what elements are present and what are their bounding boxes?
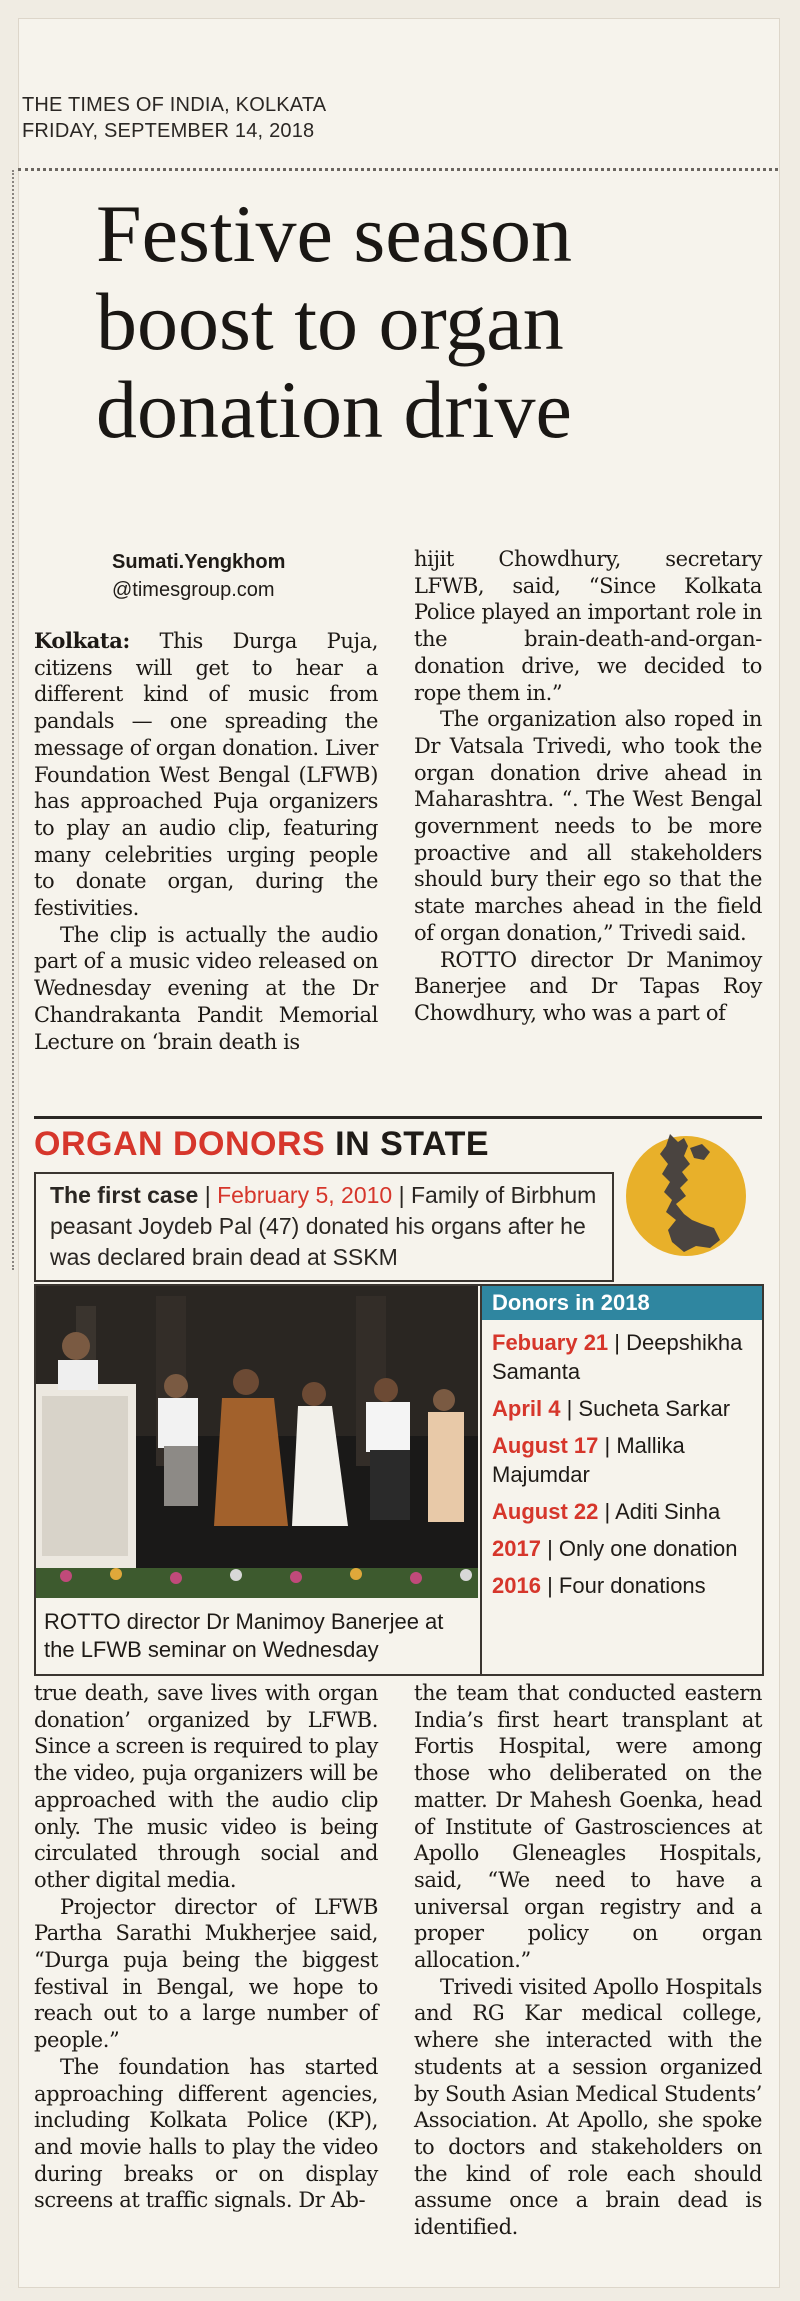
paragraph: The foundation has started approaching different agencies, including Kolkata Police (KP), and movie halls to play the video during breaks or on display screens at traffic signals. Dr Ab- [34,2054,378,2213]
paragraph: The clip is actually the audio part of a music video released on Wednesday evening at the Dr Chandrakanta Pandit Memorial Lecture on ‘brain death is [34,922,378,1054]
first-case-date: February 5, 2010 [217,1182,393,1208]
masthead [22,92,772,144]
issue-date: FRIDAY, SEPTEMBER 14, 2018 [22,120,315,142]
seminar-photo [36,1286,478,1598]
donor-item: August 22 | Aditi Sinha [492,1499,721,1524]
article-column-top-right [414,546,762,1027]
paragraph: The organization also roped in Dr Vatsala Trivedi, who took the organ donation drive ahead in Maharashtra. “. The West Bengal government needs to be more proactive and all stakeholders should bury their ego so that the state marches ahead in the field of organ donation,” Trivedi said. [414,707,762,945]
headline-line: Festive season [96,188,572,279]
west-bengal-map-icon [618,1124,754,1260]
dateline: Kolkata: [34,628,130,653]
donor-item: April 4 | Sucheta Sarkar [492,1396,731,1421]
donor-item: August 17 | Mallika Majumdar [492,1433,685,1487]
headline [96,190,736,454]
article-column-bottom-left [34,1680,378,2214]
paragraph: ROTTO director Dr Manimoy Banerjee and Dr Tapas Roy Chowdhury, who was a part of [414,947,762,1025]
donors-heading: Donors in 2018 [482,1286,762,1320]
byline [112,548,392,604]
photo-caption: ROTTO director Dr Manimoy Banerjee at the LFWB seminar on Wednesday [44,1609,444,1662]
first-case-box: The first case | February 5, 2010 | Family of Birbhum peasant Joydeb Pal (47) donated his organs after he was declared brain dead at SSKM [34,1172,614,1282]
donor-item: Febuary 21 | Deepshikha Samanta [492,1330,743,1384]
donor-item: 2017 | Only one donation [492,1536,738,1561]
paragraph: Trivedi visited Apollo Hospitals and RG Kar medical college, where she interacted with the students at a session organized by South Asian Medical Students’ Association. At Apollo, she spoke to doctors and stakeholders on the kind of role each should assume once a brain dead is identified. [414,1974,762,2240]
author-name: Sumati.Yengkhom [112,551,286,573]
paragraph: Kolkata: This Durga Puja, citizens will get to hear a different kind of music from pandals — one spreading the message of organ donation. Liver Foundation West Bengal (LFWB) has approached Puja organizers to play an audio clip, featuring many celebrities urging people to donate organ, during the festivities. [34,628,378,921]
paragraph: the team that conducted eastern India’s first heart transplant at Fortis Hospital, were among those who deliberated on the matter. Dr Mahesh Goenka, head of Institute of Gastrosciences at Apollo Gleneagles Hospitals, said, “We need to have a universal organ registry and a proper policy on organ allocation.” [414,1681,762,1973]
first-case-text: Family of Birbhum peasant Joydeb Pal (47) donated his organs after he was declared brain dead at SSKM [50,1182,597,1270]
headline-line: donation drive [96,364,572,455]
masthead-divider [18,168,778,171]
donors-list [482,1320,762,1600]
paper-name: THE TIMES OF INDIA, KOLKATA [22,94,327,116]
donors-panel [480,1286,762,1674]
infobox-title-red: ORGAN DONORS [34,1125,326,1163]
paragraph: Projector director of LFWB Partha Sarathi Mukherjee said, “Durga puja being the biggest festival in Bengal, we hope to reach out to a large number of people.” [34,1894,378,2053]
first-case-label: The first case [50,1182,199,1208]
infobox-top-rule [34,1116,762,1119]
article-column-top-left [34,628,378,1055]
headline-line: boost to organ [96,276,564,367]
column-divider-left [12,170,14,1270]
donor-item: 2016 | Four donations [492,1573,706,1598]
paragraph: hijit Chowdhury, secretary LFWB, said, “Since Kolkata Police played an important role in the brain-death-and-organ-donation drive, we decided to rope them in.” [414,547,762,705]
author-email: @timesgroup.com [112,579,275,601]
infobox-title-dark: IN STATE [325,1125,490,1163]
article-column-bottom-right [414,1680,762,2241]
paragraph: true death, save lives with organ donation’ organized by LFWB. Since a screen is required to play the video, puja organizers will be approached with the audio clip only. The music video is being circulated through social and other digital media. [34,1681,378,1892]
